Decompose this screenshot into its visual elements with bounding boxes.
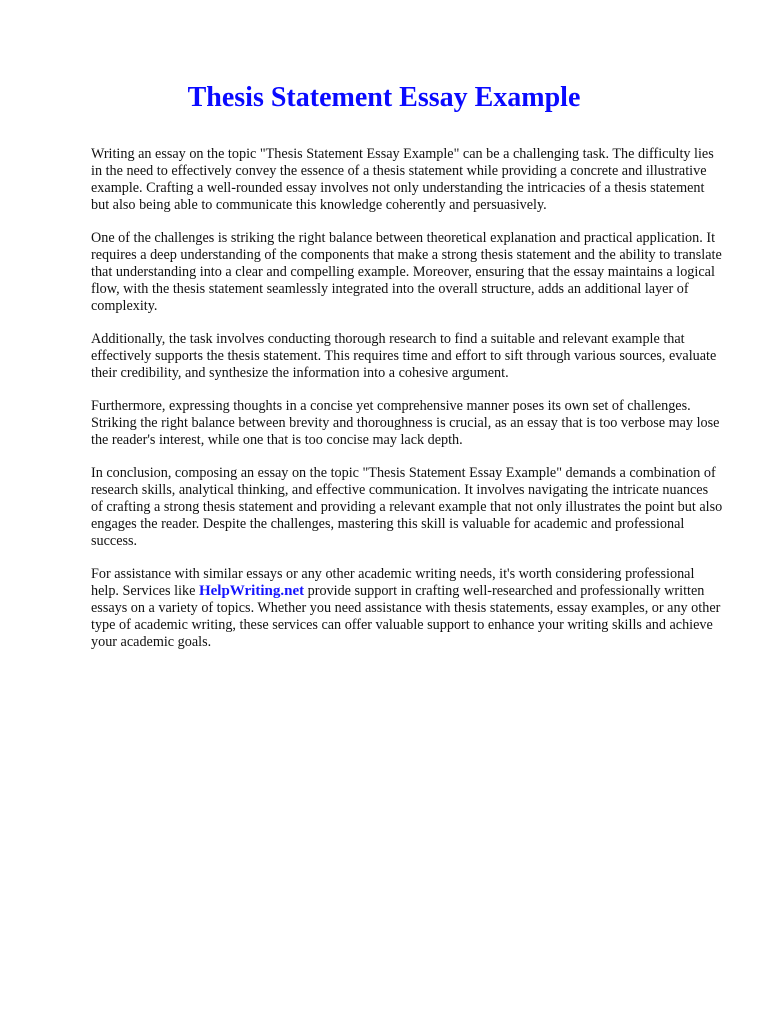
paragraph-4: Furthermore, expressing thoughts in a concise yet comprehensive manner poses its own set of challenges. Striking the right balance between brevity and thoroughness is crucial, as an essay that is too verbose may lose the reader's interest, while one that is too concise may lack depth. (91, 398, 720, 448)
paragraph-6-text-before-link: For assistance with similar essays or any other academic writing needs, it's worth considering professional help. Services like (91, 566, 695, 599)
paragraph-5: In conclusion, composing an essay on the topic "Thesis Statement Essay Example" demands a combination of research skills, analytical thinking, and effective communication. It involves navigating the intricate nuances of crafting a strong thesis statement and providing a relevant example that not only illustrates the point but also engages the reader. Despite the challenges, mastering this skill is valuable for academic and professional success. (91, 465, 723, 549)
document-body (91, 146, 723, 667)
paragraph-6-text-after-link: provide support in crafting well-researched and professionally written essays on a variety of topics. Whether you need assistance with thesis statements, essay examples, or any other type of academic writing, these services can offer valuable support to enhance your writing skills and achieve your academic goals. (91, 583, 721, 650)
paragraph-2: One of the challenges is striking the right balance between theoretical explanation and practical application. It requires a deep understanding of the components that make a strong thesis statement and the ability to translate that understanding into a clear and compelling example. Moreover, ensuring that the essay maintains a logical flow, with the thesis statement seamlessly integrated into the overall structure, adds an additional layer of complexity. (91, 230, 722, 314)
document-title: Thesis Statement Essay Example (187, 82, 581, 113)
paragraph-6 (91, 566, 723, 651)
helpwriting-link[interactable]: HelpWriting.net (198, 583, 305, 599)
paragraph-1: Writing an essay on the topic "Thesis Statement Essay Example" can be a challenging task. The difficulty lies in the need to effectively convey the essence of a thesis statement while providing a concrete and illustrative example. Crafting a well-rounded essay involves not only understanding the intricacies of a thesis statement but also being able to communicate this knowledge coherently and persuasively. (91, 146, 714, 213)
paragraph-3: Additionally, the task involves conducting thorough research to find a suitable and relevant example that effectively supports the thesis statement. This requires time and effort to sift through various sources, evaluate their credibility, and synthesize the information into a cohesive argument. (91, 331, 717, 381)
